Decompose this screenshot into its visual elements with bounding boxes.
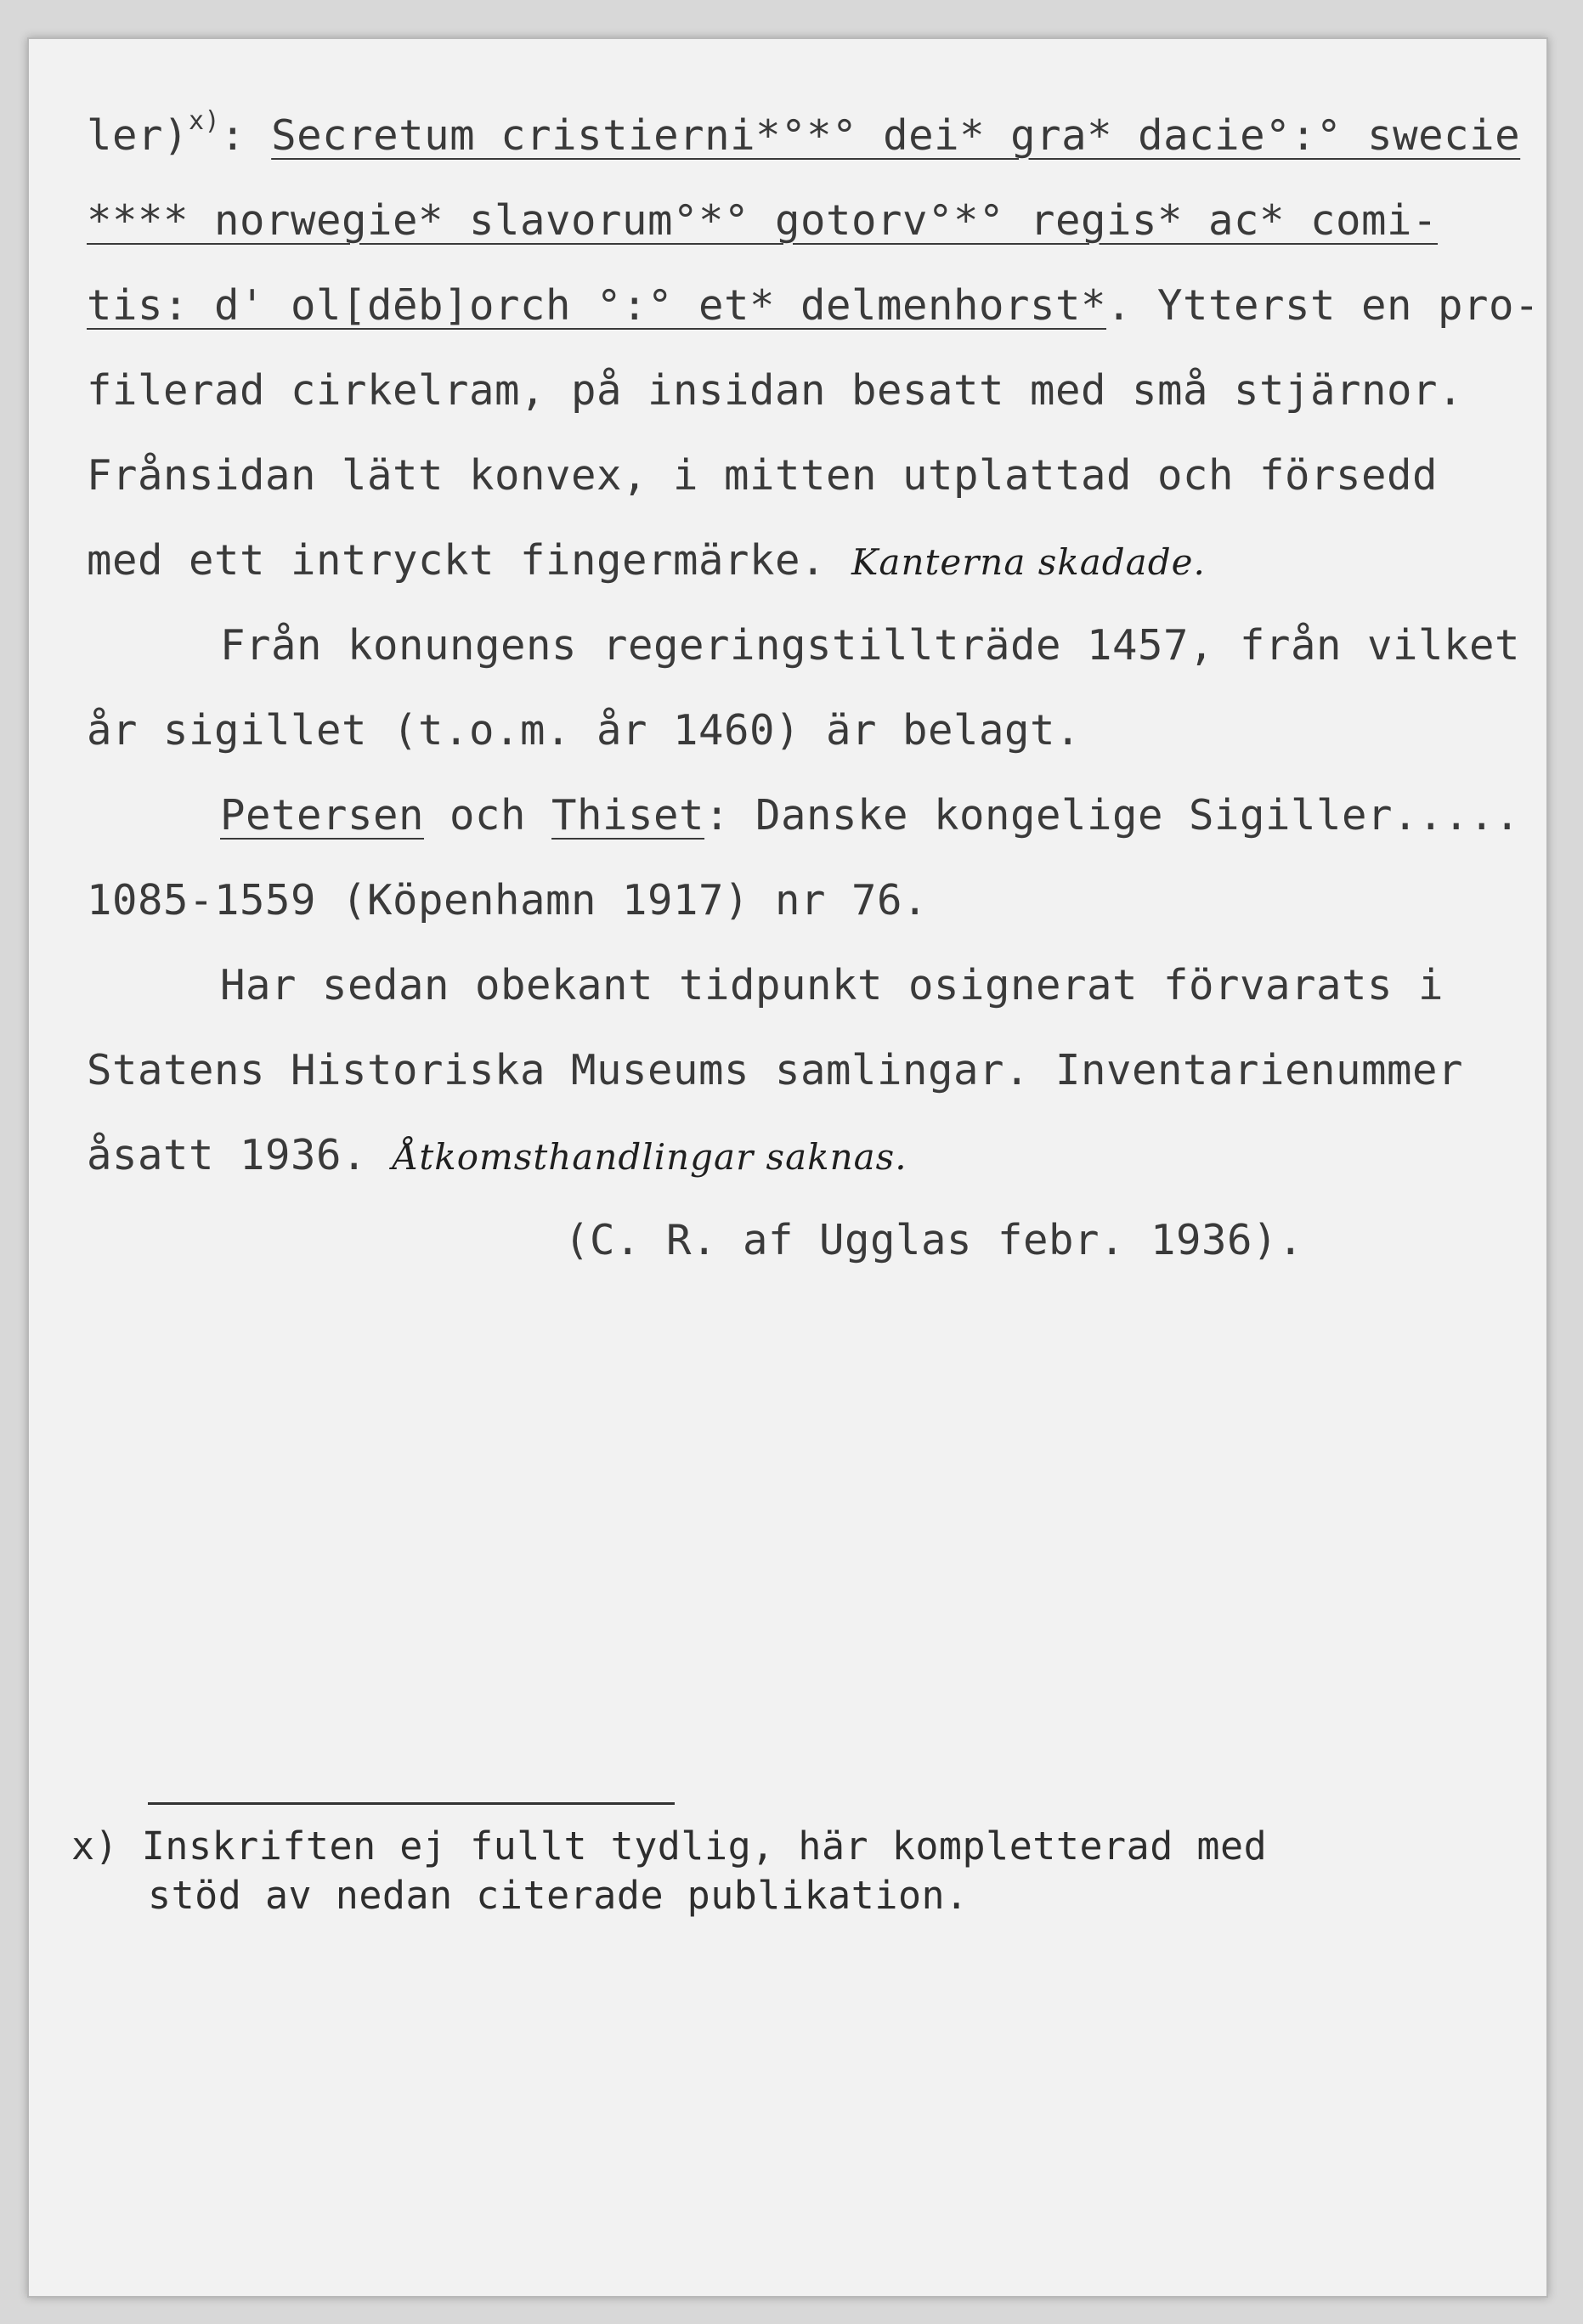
para3-line-2 [87,876,928,925]
footnote-text-1: x) Inskriften ej fullt tydlig, här kompletterad med [71,1824,1268,1869]
para4-text-3: åsatt 1936. [87,1131,368,1179]
colon: : [220,111,272,160]
conjunction: och [424,791,552,840]
inscription-part-3: tis: d' ol[dēb]orch °:° et* delmenhorst* [87,281,1107,330]
line-5-text: Frånsidan lätt konvex, i mitten utplattad och försedd [87,451,1439,500]
text-line-6 [87,536,1206,585]
line-3-continuation: . Ytterst en pro- [1106,281,1541,330]
signature-line [564,1216,1303,1264]
para4-text-2: Statens Historiska Museums samlingar. Inventarienummer [87,1046,1464,1094]
footnote-line-1 [71,1824,1267,1869]
inscription-part-2: **** norwegie* slavorum°*° gotorv°*° regis* ac* comi- [87,196,1439,245]
reference-details: 1085-1559 (Köpenhamn 1917) nr 76. [87,876,929,925]
handwritten-note-edges: Kanterna skadade. [851,541,1206,583]
para4-line-3 [87,1131,907,1179]
para2-text-1: Från konungens regeringstillträde 1457, från vilket [220,621,1521,670]
para4-line-1 [220,961,1444,1009]
footnote-marker: x) [189,106,221,136]
footnote-line-2 [148,1873,969,1918]
handwritten-note-acquisition: Åtkomsthandlingar saknas. [393,1136,907,1178]
para4-line-2 [87,1046,1463,1094]
author-petersen: Petersen [220,791,425,840]
footnote-text-2: stöd av nedan citerade publikation. [148,1873,969,1918]
para2-line-2 [87,706,1081,755]
line-4-text: filerad cirkelram, på insidan besatt med små stjärnor. [87,366,1464,415]
text-line-2 [87,196,1438,245]
inscription-part-1: Secretum cristierni*°*° dei* gra* dacie°:° swecie [271,111,1521,160]
text-line-5 [87,451,1438,500]
text-line-4 [87,366,1463,415]
reference-title: : Danske kongelige Sigiller..... [704,791,1521,840]
archive-card [27,37,1548,2298]
footnote-rule [148,1802,675,1805]
text-line-3 [87,281,1540,330]
author-thiset: Thiset [551,791,705,840]
para4-text-1: Har sedan obekant tidpunkt osignerat förvarats i [220,961,1444,1009]
text-line-1 [87,106,1521,160]
signature: (C. R. af Ugglas febr. 1936). [564,1216,1304,1264]
para2-text-2: år sigillet (t.o.m. år 1460) är belagt. [87,706,1082,755]
para3-line-1 [220,791,1520,840]
para2-line-1 [220,621,1520,670]
line-prefix: ler) [87,111,189,160]
line-6-text: med ett intryckt fingermärke. [87,536,827,585]
